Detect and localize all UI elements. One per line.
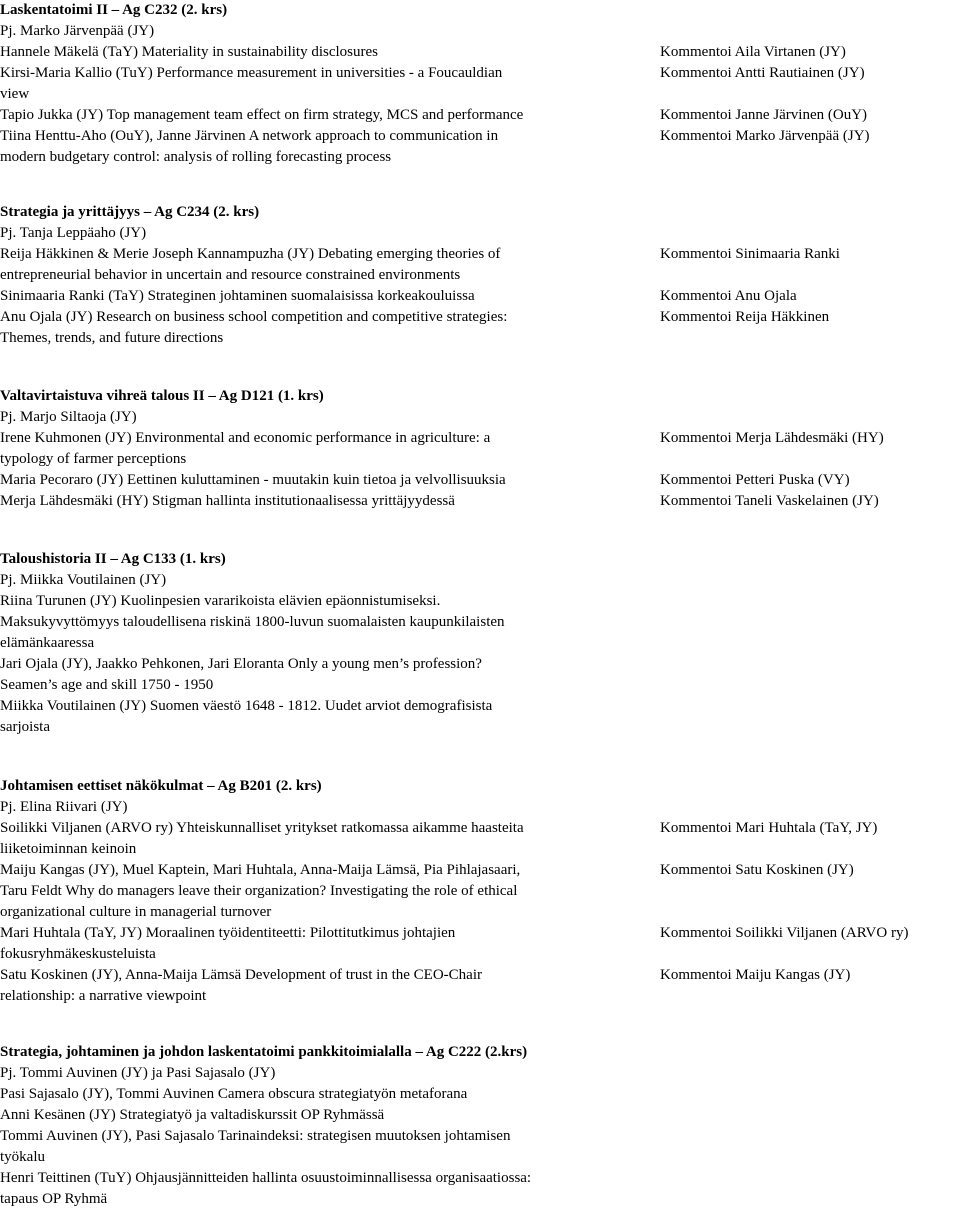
commentator: Kommentoi Soilikki Viljanen (ARVO ry) [660, 925, 909, 941]
paper-line: Maria Pecoraro (JY) Eettinen kuluttaminen - muutakin kuin tietoa ja velvollisuuksia [0, 472, 506, 488]
paper-line: elämänkaaressa [0, 635, 95, 651]
commentator: Kommentoi Antti Rautiainen (JY) [660, 65, 865, 81]
paper-line: Merja Lähdesmäki (HY) Stigman hallinta institutionaalisessa yrittäjyydessä [0, 493, 455, 509]
paper-line: Satu Koskinen (JY), Anna-Maija Lämsä Development of trust in the CEO-Chair [0, 967, 482, 983]
session-chair: Pj. Marjo Siltaoja (JY) [0, 409, 137, 425]
commentator: Kommentoi Taneli Vaskelainen (JY) [660, 493, 879, 509]
paper-line: Taru Feldt Why do managers leave their organization? Investigating the role of ethical [0, 883, 518, 899]
session-title: Strategia, johtaminen ja johdon laskentatoimi pankkitoimialalla – Ag C222 (2.krs) [0, 1044, 528, 1060]
paper-line: Henri Teittinen (TuY) Ohjausjännitteiden hallinta osuustoiminnallisessa organisaatiossa: [0, 1170, 532, 1186]
paper-line: sarjoista [0, 719, 50, 735]
session-chair: Pj. Miikka Voutilainen (JY) [0, 572, 167, 588]
paper-line: modern budgetary control: analysis of rolling forecasting process [0, 149, 392, 165]
commentator: Kommentoi Anu Ojala [660, 288, 797, 304]
session-title: Taloushistoria II – Ag C133 (1. krs) [0, 551, 226, 567]
session-title: Strategia ja yrittäjyys – Ag C234 (2. krs) [0, 204, 260, 220]
paper-line: Pasi Sajasalo (JY), Tommi Auvinen Camera obscura strategiatyön metaforana [0, 1086, 468, 1102]
commentator: Kommentoi Marko Järvenpää (JY) [660, 128, 870, 144]
session-chair: Pj. Tommi Auvinen (JY) ja Pasi Sajasalo (JY) [0, 1065, 276, 1081]
session-block [0, 549, 960, 738]
paper-line: liiketoiminnan keinoin [0, 841, 137, 857]
session-block [0, 1042, 960, 1210]
session-chair: Pj. Elina Riivari (JY) [0, 799, 128, 815]
paper-line: Tiina Henttu-Aho (OuY), Janne Järvinen A network approach to communication in [0, 128, 499, 144]
paper-line: relationship: a narrative viewpoint [0, 988, 207, 1004]
paper-line: Miikka Voutilainen (JY) Suomen väestö 1648 - 1812. Uudet arviot demografisista [0, 698, 493, 714]
paper-line: Hannele Mäkelä (TaY) Materiality in sustainability disclosures [0, 44, 379, 60]
paper-line: Anu Ojala (JY) Research on business school competition and competitive strategies: [0, 309, 508, 325]
commentator: Kommentoi Merja Lähdesmäki (HY) [660, 430, 884, 446]
commentator: Kommentoi Janne Järvinen (OuY) [660, 107, 868, 123]
paper-line: typology of farmer perceptions [0, 451, 187, 467]
paper-line: Irene Kuhmonen (JY) Environmental and economic performance in agriculture: a [0, 430, 491, 446]
session-chair: Pj. Tanja Leppäaho (JY) [0, 225, 147, 241]
paper-line: organizational culture in managerial turnover [0, 904, 272, 920]
session-title: Valtavirtaistuva vihreä talous II – Ag D121 (1. krs) [0, 388, 324, 404]
session-title: Johtamisen eettiset näkökulmat – Ag B201 (2. krs) [0, 778, 322, 794]
session-block [0, 0, 960, 168]
session-title: Laskentatoimi II – Ag C232 (2. krs) [0, 2, 228, 18]
paper-line: Anni Kesänen (JY) Strategiatyö ja valtadiskurssit OP Ryhmässä [0, 1107, 385, 1123]
commentator: Kommentoi Satu Koskinen (JY) [660, 862, 854, 878]
paper-line: fokusryhmäkeskusteluista [0, 946, 156, 962]
session-block [0, 202, 960, 349]
commentator: Kommentoi Maiju Kangas (JY) [660, 967, 851, 983]
session-block [0, 776, 960, 1007]
session-block [0, 386, 960, 512]
paper-line: Jari Ojala (JY), Jaakko Pehkonen, Jari Eloranta Only a young men’s profession? [0, 656, 482, 672]
paper-line: Reija Häkkinen & Merie Joseph Kannampuzha (JY) Debating emerging theories of [0, 246, 501, 262]
paper-line: Tommi Auvinen (JY), Pasi Sajasalo Tarinaindeksi: strategisen muutoksen johtamisen [0, 1128, 511, 1144]
paper-line: Kirsi-Maria Kallio (TuY) Performance measurement in universities - a Foucauldian [0, 65, 503, 81]
paper-line: Riina Turunen (JY) Kuolinpesien vararikoista elävien epäonnistumiseksi. [0, 593, 441, 609]
paper-line: view [0, 86, 30, 102]
paper-line: Seamen’s age and skill 1750 - 1950 [0, 677, 214, 693]
paper-line: entrepreneurial behavior in uncertain and resource constrained environments [0, 267, 461, 283]
paper-line: tapaus OP Ryhmä [0, 1191, 108, 1207]
paper-line: työkalu [0, 1149, 45, 1165]
session-chair: Pj. Marko Järvenpää (JY) [0, 23, 155, 39]
paper-line: Soilikki Viljanen (ARVO ry) Yhteiskunnalliset yritykset ratkomassa aikamme haasteita [0, 820, 524, 836]
commentator: Kommentoi Sinimaaria Ranki [660, 246, 840, 262]
paper-line: Sinimaaria Ranki (TaY) Strateginen johtaminen suomalaisissa korkeakouluissa [0, 288, 475, 304]
paper-line: Tapio Jukka (JY) Top management team effect on firm strategy, MCS and performance [0, 107, 524, 123]
commentator: Kommentoi Petteri Puska (VY) [660, 472, 850, 488]
commentator: Kommentoi Reija Häkkinen [660, 309, 830, 325]
paper-line: Maksukyvyttömyys taloudellisena riskinä 1800-luvun suomalaisten kaupunkilaisten [0, 614, 505, 630]
paper-line: Maiju Kangas (JY), Muel Kaptein, Mari Huhtala, Anna-Maija Lämsä, Pia Pihlajasaari, [0, 862, 521, 878]
paper-line: Themes, trends, and future directions [0, 330, 224, 346]
commentator: Kommentoi Aila Virtanen (JY) [660, 44, 846, 60]
paper-line: Mari Huhtala (TaY, JY) Moraalinen työidentiteetti: Pilottitutkimus johtajien [0, 925, 456, 941]
commentator: Kommentoi Mari Huhtala (TaY, JY) [660, 820, 878, 836]
